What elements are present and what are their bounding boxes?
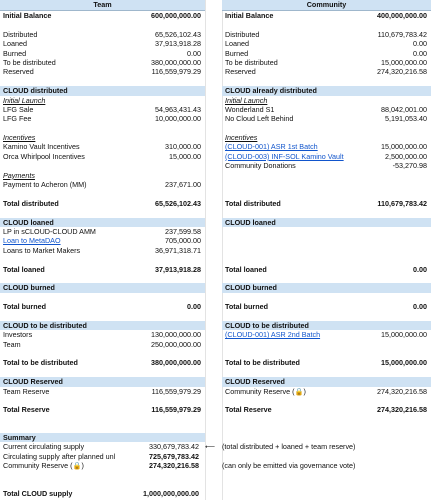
spacer xyxy=(222,415,431,424)
section-title-burned xyxy=(0,283,205,292)
row-value: 274,320,216.58 xyxy=(149,461,199,471)
row-label: To be distributed xyxy=(225,57,278,67)
row-label: Team Reserve xyxy=(3,386,50,396)
sheet-row xyxy=(222,152,431,161)
spacer xyxy=(0,208,205,217)
sheet-row xyxy=(0,114,205,123)
sheet-row xyxy=(0,161,205,170)
section-total xyxy=(0,265,205,274)
spacer xyxy=(0,312,205,321)
row-value: 15,000.00 xyxy=(169,151,201,161)
sheet-row xyxy=(222,171,431,180)
summary-total xyxy=(0,489,431,498)
row-value: 237,671.00 xyxy=(165,180,201,190)
spacer xyxy=(0,368,205,377)
section-title: CLOUD to be distributed xyxy=(225,320,309,330)
sheet-row xyxy=(0,105,205,114)
total-label: Total CLOUD supply xyxy=(3,489,73,499)
row-value: 600,000,000.00 xyxy=(151,11,201,20)
arrow-icon: ⟵ xyxy=(205,442,216,452)
row-label: Loans to Market Makers xyxy=(3,245,81,255)
row-label: Payments xyxy=(3,170,35,180)
total-label: Total Reserve xyxy=(225,405,272,415)
section-title-tobe xyxy=(0,321,205,330)
spacer xyxy=(0,293,205,302)
sheet-row xyxy=(222,114,431,123)
row-value: 237,599.58 xyxy=(165,226,201,236)
total-label: Total loaned xyxy=(3,264,45,274)
total-value: 0.00 xyxy=(413,302,427,312)
row-label: LFG Sale xyxy=(3,104,34,114)
column-divider xyxy=(205,0,206,500)
sheet-row xyxy=(0,49,205,58)
section-title-reserved xyxy=(222,377,431,386)
spacer xyxy=(222,293,431,302)
total-value: 110,679,783.42 xyxy=(377,198,427,208)
sheet-row xyxy=(222,67,431,76)
row-label: Initial Launch xyxy=(3,95,46,105)
row-label: Distributed xyxy=(225,29,260,39)
spacer xyxy=(0,274,205,283)
row-value: 250,000,000.00 xyxy=(151,339,201,349)
row-label: Reserved xyxy=(225,67,256,77)
row-label: Circulating supply after planned unl xyxy=(3,451,116,461)
spacer xyxy=(222,274,431,283)
row-value: 0.00 xyxy=(413,39,427,49)
sheet-row xyxy=(0,30,205,39)
row-value: 330,679,783.42 xyxy=(149,442,199,452)
section-title: CLOUD Reserved xyxy=(3,377,63,387)
row-value: 36,971,318.71 xyxy=(155,245,201,255)
row-label: Burned xyxy=(225,48,249,58)
row-label: Community Donations xyxy=(225,161,296,171)
spacer xyxy=(222,255,431,264)
total-value: 116,559,979.29 xyxy=(151,405,201,415)
summary-row xyxy=(0,442,431,451)
spacer xyxy=(0,415,205,424)
section-total xyxy=(222,358,431,367)
section-title: CLOUD distributed xyxy=(3,86,68,96)
row-label: Community Reserve (🔒) xyxy=(225,386,306,396)
sheet-row xyxy=(222,58,431,67)
spacer xyxy=(0,480,431,489)
sheet-row xyxy=(222,340,431,349)
total-value: 37,913,918.28 xyxy=(155,264,201,274)
row-value: 400,000,000.00 xyxy=(377,11,427,20)
row-label[interactable]: (CLOUD-001) ASR 2nd Batch xyxy=(225,330,321,340)
sheet-row xyxy=(222,39,431,48)
spacer xyxy=(222,312,431,321)
row-value: 380,000,000.00 xyxy=(151,57,201,67)
sheet-row xyxy=(0,340,205,349)
section-title: CLOUD loaned xyxy=(225,217,276,227)
total-value: 15,000,000.00 xyxy=(381,358,427,368)
total-value: 65,526,102.43 xyxy=(155,198,201,208)
sheet-row xyxy=(0,152,205,161)
total-label: Total to be distributed xyxy=(3,358,78,368)
sheet-row xyxy=(222,227,431,236)
section-title-burned xyxy=(222,283,431,292)
total-value: 274,320,216.58 xyxy=(377,405,427,415)
team-header: Team xyxy=(0,0,205,11)
row-label: Kamino Vault Incentives xyxy=(3,142,80,152)
sheet-row xyxy=(222,124,431,133)
section-total xyxy=(0,358,205,367)
sheet-row xyxy=(222,96,431,105)
sheet-row xyxy=(0,133,205,142)
spacer xyxy=(222,208,431,217)
row-note: (total distributed + loaned + team reserve) xyxy=(222,442,356,452)
row-label: Incentives xyxy=(225,133,258,143)
spacer xyxy=(0,396,205,405)
row-value: 0.00 xyxy=(413,48,427,58)
sheet-row xyxy=(222,246,431,255)
spacer xyxy=(0,189,205,198)
sheet-row xyxy=(0,236,205,245)
row-label: Loaned xyxy=(3,39,27,49)
row-label: No Cloud Left Behind xyxy=(225,114,294,124)
section-title: CLOUD to be distributed xyxy=(3,320,87,330)
sheet-row xyxy=(222,387,431,396)
row-label: Burned xyxy=(3,48,27,58)
row-value: 37,913,918.28 xyxy=(155,39,201,49)
row-label: LFG Fee xyxy=(3,114,32,124)
row-label: Initial Balance xyxy=(3,11,52,20)
team-column xyxy=(0,0,205,424)
total-label: Total distributed xyxy=(225,198,281,208)
section-title-reserved xyxy=(0,377,205,386)
total-label: Total loaned xyxy=(225,264,267,274)
spacer xyxy=(222,77,431,86)
sheet-row xyxy=(0,171,205,180)
total-label: Total burned xyxy=(225,302,268,312)
row-value: 5,191,053.40 xyxy=(385,114,427,124)
row-label[interactable]: (CLOUD-003) INF-SOL Kamino Vault xyxy=(225,151,344,161)
row-label: Team xyxy=(3,339,21,349)
summary-row xyxy=(0,452,431,461)
section-total xyxy=(0,302,205,311)
row-label: To be distributed xyxy=(3,57,56,67)
row-value: -53,270.98 xyxy=(392,161,427,171)
total-value: 0.00 xyxy=(413,264,427,274)
summary-title xyxy=(0,433,205,442)
row-label[interactable]: Loan to MetaDAO xyxy=(3,236,61,246)
row-label: Initial Launch xyxy=(225,95,268,105)
row-value: 725,679,783.42 xyxy=(149,451,199,461)
sheet-row xyxy=(222,180,431,189)
row-value: 15,000,000.00 xyxy=(381,57,427,67)
section-total xyxy=(222,302,431,311)
sheet-row xyxy=(222,49,431,58)
total-label: Total burned xyxy=(3,302,46,312)
row-value: 116,559,979.29 xyxy=(151,67,201,77)
row-value: 2,500,000.00 xyxy=(385,151,427,161)
sheet-row xyxy=(0,387,205,396)
row-label: LP in sCLOUD-CLOUD AMM xyxy=(3,226,96,236)
total-value: 380,000,000.00 xyxy=(151,358,201,368)
row-label: Reserved xyxy=(3,67,34,77)
sheet-row xyxy=(222,105,431,114)
row-value: 65,526,102.43 xyxy=(155,29,201,39)
summary-row xyxy=(0,461,431,470)
row-label: Wonderland S1 xyxy=(225,104,275,114)
section-total xyxy=(222,265,431,274)
row-value: 15,000,000.00 xyxy=(381,142,427,152)
section-title-distributed xyxy=(222,86,431,95)
row-value: 10,000,000.00 xyxy=(155,114,201,124)
sheet-row xyxy=(0,124,205,133)
sheet-row xyxy=(0,11,205,20)
spacer xyxy=(0,471,431,480)
sheet-row xyxy=(222,20,431,29)
row-value: 705,000.00 xyxy=(165,236,201,246)
section-title-tobe xyxy=(222,321,431,330)
sheet-row xyxy=(222,30,431,39)
total-value: 0.00 xyxy=(187,302,201,312)
total-value: 1,000,000,000.00 xyxy=(143,489,199,499)
spacer xyxy=(0,349,205,358)
section-total xyxy=(0,199,205,208)
section-title-loaned xyxy=(0,218,205,227)
spacer xyxy=(222,189,431,198)
row-value: 116,559,979.29 xyxy=(151,386,201,396)
row-value: 274,320,216.58 xyxy=(377,386,427,396)
sheet-row xyxy=(0,246,205,255)
sheet-row xyxy=(0,67,205,76)
sheet-row xyxy=(0,330,205,339)
row-label: Loaned xyxy=(225,39,249,49)
row-value: 274,320,216.58 xyxy=(377,67,427,77)
spacer xyxy=(0,255,205,264)
section-total xyxy=(222,199,431,208)
spacer xyxy=(222,349,431,358)
row-label: Payment to Acheron (MM) xyxy=(3,180,87,190)
total-label: Total Reserve xyxy=(3,405,50,415)
section-title-distributed xyxy=(0,86,205,95)
row-value: 310,000.00 xyxy=(165,142,201,152)
sheet-row xyxy=(0,39,205,48)
row-label: Orca Whirlpool Incentives xyxy=(3,151,85,161)
sheet-row xyxy=(0,180,205,189)
spacer xyxy=(0,77,205,86)
section-title-loaned xyxy=(222,218,431,227)
sheet-row xyxy=(222,330,431,339)
section-title: CLOUD burned xyxy=(3,283,55,293)
row-value: 130,000,000.00 xyxy=(151,330,201,340)
section-title: CLOUD loaned xyxy=(3,217,54,227)
section-title: CLOUD Reserved xyxy=(225,377,285,387)
row-note: (can only be emitted via governance vote) xyxy=(222,461,356,471)
row-value: 15,000,000.00 xyxy=(381,330,427,340)
row-label: Distributed xyxy=(3,29,38,39)
section-title: CLOUD already distributed xyxy=(225,86,317,96)
spacer xyxy=(222,396,431,405)
row-label[interactable]: (CLOUD-001) ASR 1st Batch xyxy=(225,142,318,152)
sheet-row xyxy=(222,133,431,142)
row-label: Incentives xyxy=(3,133,36,143)
section-total xyxy=(222,405,431,414)
spacer xyxy=(222,368,431,377)
row-value: 88,042,001.00 xyxy=(381,104,427,114)
sheet-row xyxy=(0,96,205,105)
row-label: Community Reserve (🔒) xyxy=(3,461,84,471)
sheet-row xyxy=(0,227,205,236)
total-label: Total distributed xyxy=(3,198,59,208)
sheet-row xyxy=(0,142,205,151)
row-value: 110,679,783.42 xyxy=(377,29,427,39)
section-total xyxy=(0,405,205,414)
total-label: Total to be distributed xyxy=(225,358,300,368)
sheet-row xyxy=(0,58,205,67)
sheet-row xyxy=(222,142,431,151)
section-title: CLOUD burned xyxy=(225,283,277,293)
community-column xyxy=(222,0,431,424)
row-value: 54,963,431.43 xyxy=(155,104,201,114)
section-title: Summary xyxy=(3,433,36,442)
sheet-row xyxy=(222,161,431,170)
row-value: 0.00 xyxy=(187,48,201,58)
community-header: Community xyxy=(222,0,431,11)
sheet-row xyxy=(222,11,431,20)
row-label: Investors xyxy=(3,330,33,340)
sheet-row xyxy=(0,20,205,29)
sheet-row xyxy=(222,236,431,245)
row-label: Current circulating supply xyxy=(3,442,85,452)
row-label: Initial Balance xyxy=(225,11,274,20)
summary-section xyxy=(0,433,431,499)
